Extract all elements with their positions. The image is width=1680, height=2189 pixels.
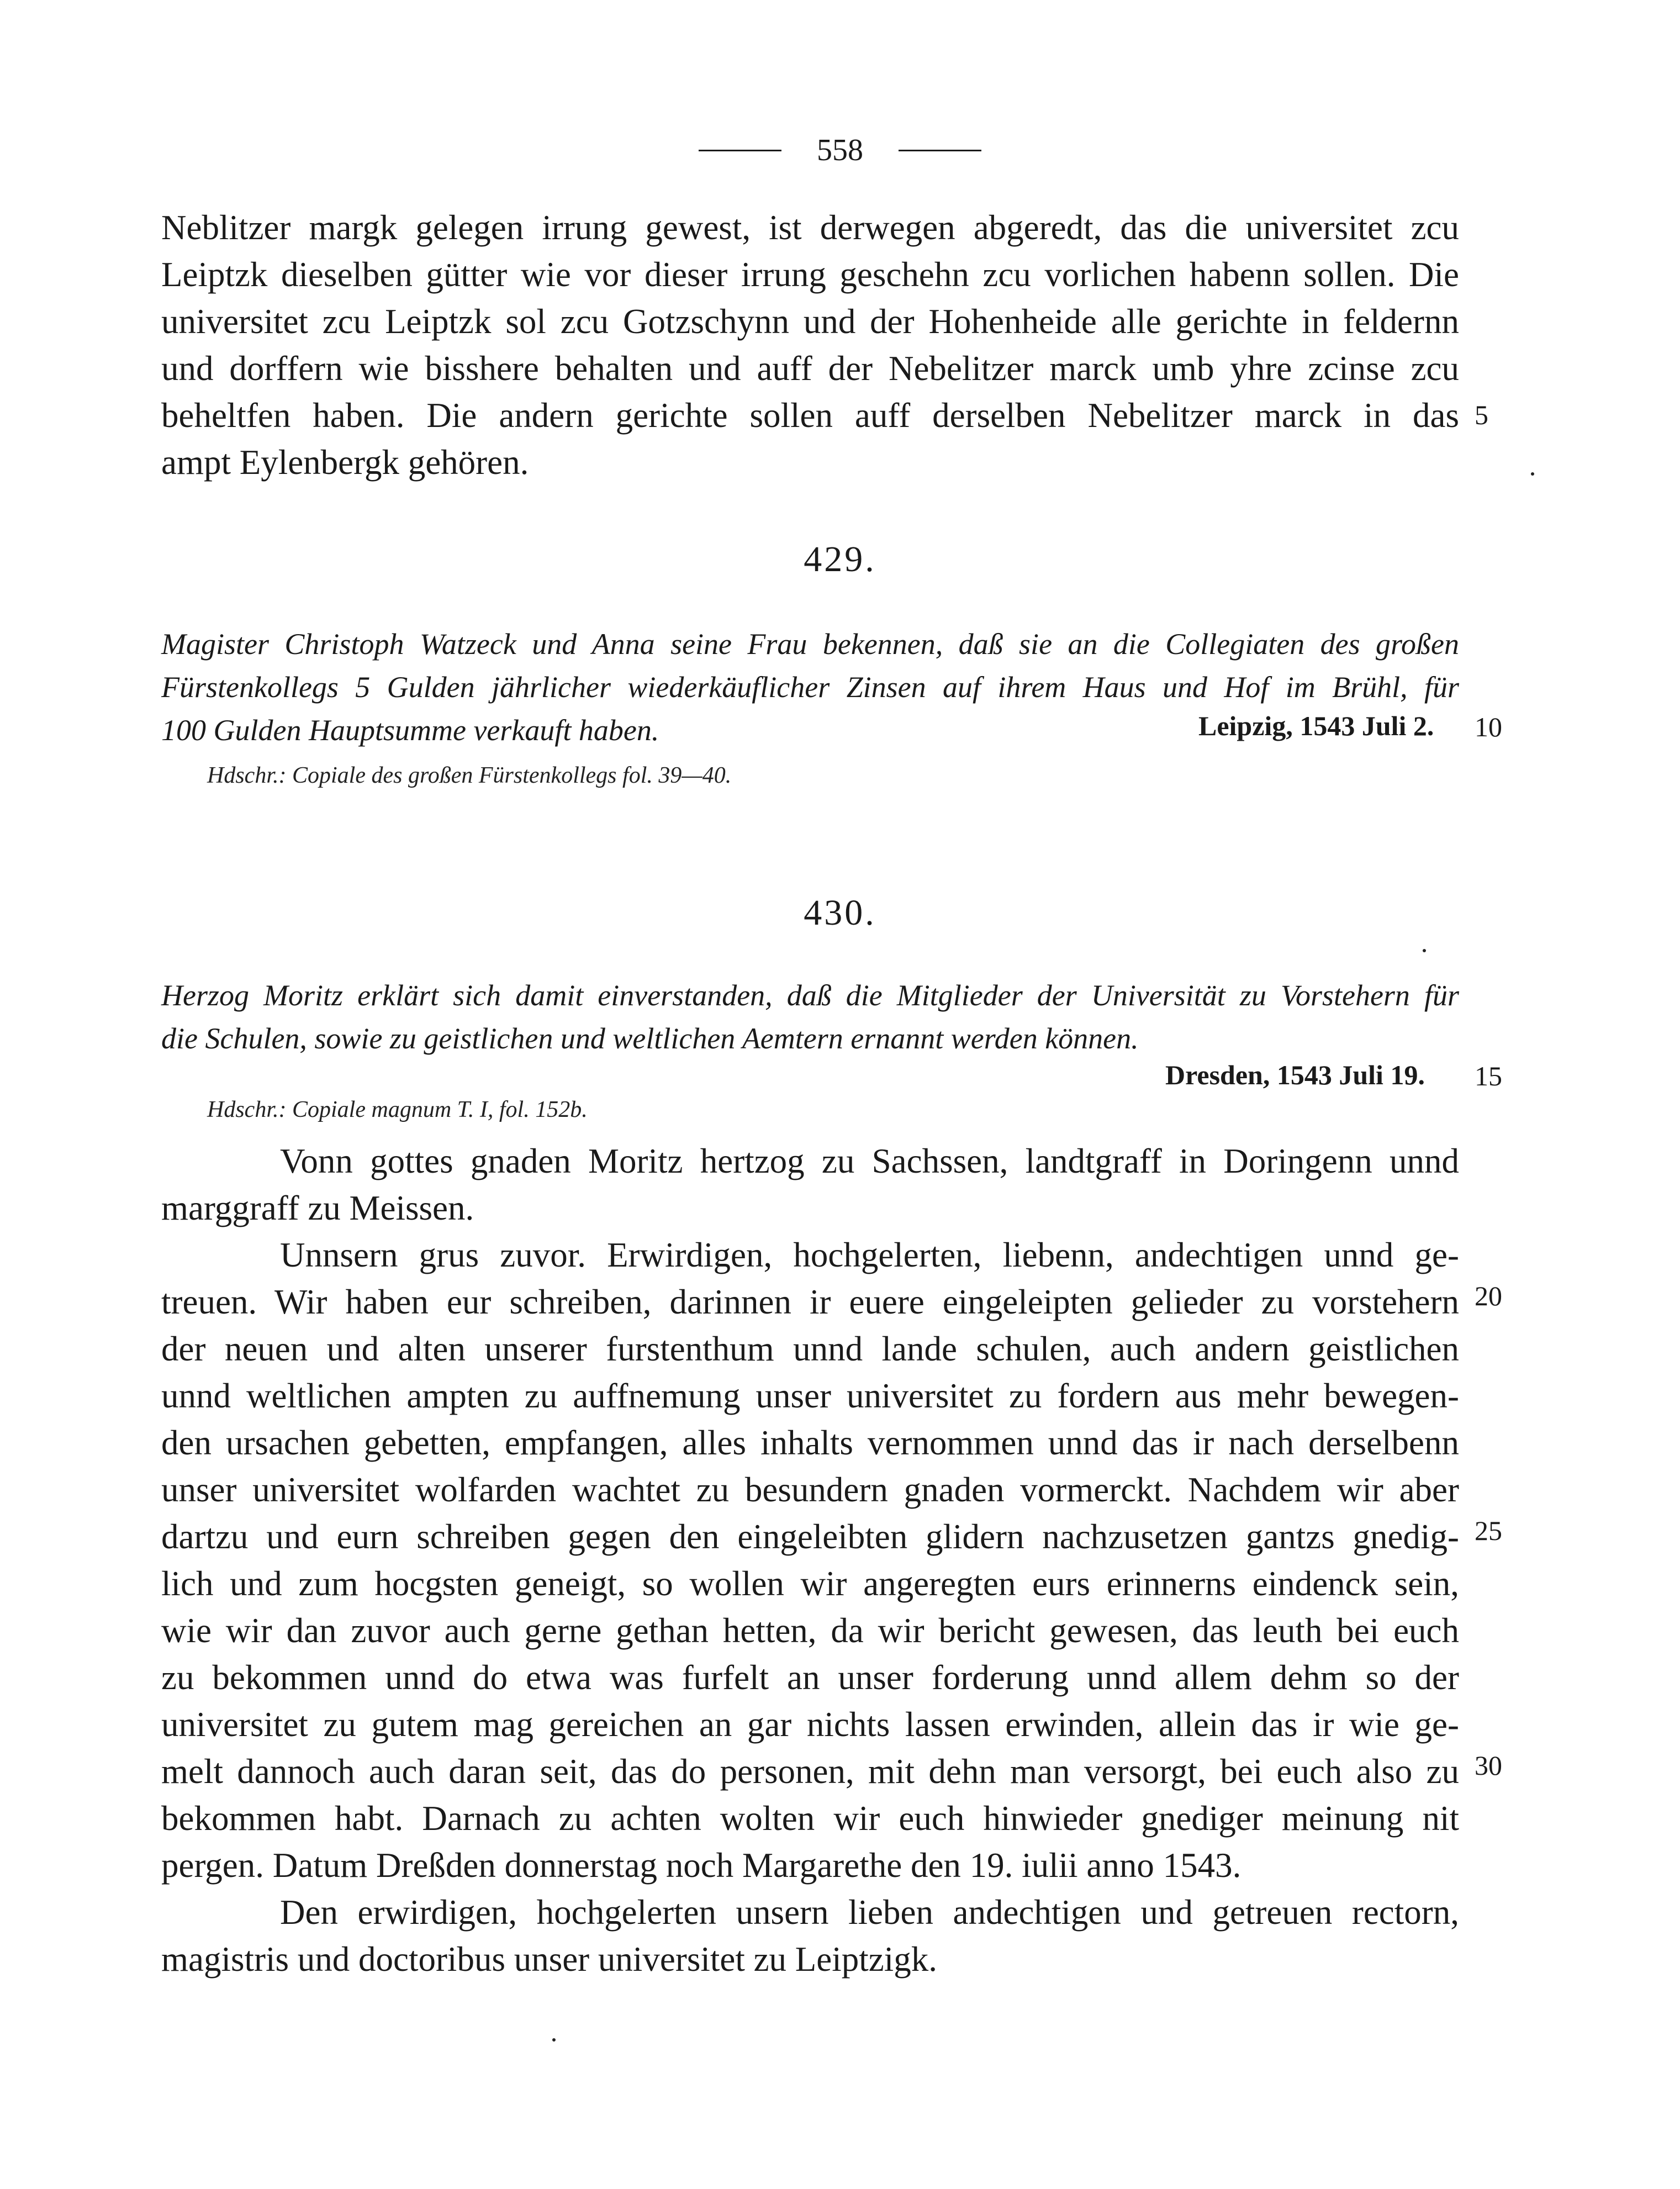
document-number: 429. (804, 539, 876, 579)
text-line: Neblitzer margk gelegen irrung gewest, ist derwegen abgeredt, das die universitet zcu (161, 208, 1459, 247)
date-line: Dresden, 1543 Juli 19. (1165, 1059, 1425, 1090)
text-line: treuen. Wir haben eur schreiben, darinnen ir euere eingeleipten gelieder zu vorstehern (161, 1283, 1459, 1321)
text-line: pergen. Datum Dreßden donnerstag noch Margarethe den 19. iulii anno 1543. (161, 1846, 1241, 1885)
text-line: ampt Eylenbergk gehören. (161, 443, 529, 482)
intro-text (161, 204, 1459, 486)
text-line: dartzu und eurn schreiben gegen den eingeleibten glidern nachzusetzen gantzs gnedig- (161, 1517, 1459, 1556)
line-number: 15 (1475, 1061, 1502, 1091)
text-line: unser universitet wolfarden wachtet zu besundern gnaden vormerckt. Nachdem wir aber (161, 1470, 1459, 1509)
page-header (0, 133, 1680, 168)
scan-speck (1531, 472, 1534, 476)
line-number: 5 (1475, 399, 1488, 430)
document-number: 430. (804, 893, 876, 933)
date-line: Leipzig, 1543 Juli 2. (1198, 710, 1434, 741)
text-line: lich und zum hocgsten geneigt, so wollen wir angeregten eurs erinnerns eindenck sein, (161, 1564, 1459, 1603)
regest-line: Magister Christoph Watzeck und Anna seine Frau bekennen, daß sie an die Collegiaten des großen (161, 627, 1459, 661)
regest-line: Herzog Moritz erklärt sich damit einverstanden, daß die Mitglieder der Universität zu Vorstehern für (161, 979, 1459, 1012)
line-number: 25 (1475, 1515, 1502, 1546)
text-line: Leiptzk dieselben gütter wie vor dieser irrung geschehn zcu vorlichen habenn sollen. Die (161, 255, 1459, 294)
text-line: der neuen und alten unserer furstenthum unnd lande schulen, auch andern geistlichen (161, 1330, 1459, 1368)
header-rule-right (899, 150, 981, 151)
text-line: und dorffern wie bisshere behalten und auff der Nebelitzer marck umb yhre zcinse zcu (161, 349, 1459, 388)
regest-line: die Schulen, sowie zu geistlichen und weltlichen Aemtern ernannt werden können. (161, 1022, 1139, 1055)
text-line: universitet zu gutem mag gereichen an gar nichts lassen erwinden, allein das ir wie ge- (161, 1705, 1459, 1744)
text-line: Vonn gottes gnaden Moritz hertzog zu Sachssen, landtgraff in Doringenn unnd (280, 1142, 1459, 1180)
text-line: Unnsern grus zuvor. Erwirdigen, hochgelerten, liebenn, andechtigen unnd ge- (280, 1236, 1459, 1274)
source-note: Hdschr.: Copiale des großen Fürstenkollegs fol. 39—40. (207, 763, 732, 788)
line-number: 10 (1475, 711, 1502, 742)
header-rule-left (699, 150, 781, 151)
text-line: bekommen habt. Darnach zu achten wolten wir euch hinwieder gnediger meinung nit (161, 1799, 1459, 1838)
line-number: 30 (1475, 1750, 1502, 1781)
text-line: beheltfen haben. Die andern gerichte sollen auff derselben Nebelitzer marck in das (161, 396, 1459, 435)
text-line: zu bekommen unnd do etwa was furfelt an unser forderung unnd allem dehm so der (161, 1658, 1459, 1697)
text-line: melt dannoch auch daran seit, das do personen, mit dehn man versorgt, bei euch also zu (161, 1752, 1459, 1791)
letter-body (161, 1138, 1459, 1983)
regest-430 (161, 974, 1459, 1060)
text-line: den ursachen gebetten, empfangen, alles inhalts vernommen unnd das ir nach derselbenn (161, 1423, 1459, 1462)
scan-speck (552, 2038, 556, 2042)
regest-line: 100 Gulden Hauptsumme verkauft haben. (161, 714, 659, 747)
text-line: universitet zcu Leiptzk sol zcu Gotzschynn und der Hohenheide alle gerichte in feldernn (161, 302, 1459, 341)
scan-speck (1423, 949, 1426, 952)
text-line: Den erwirdigen, hochgelerten unsern lieben andechtigen und getreuen rectorn, (280, 1893, 1459, 1932)
line-number: 20 (1475, 1280, 1502, 1311)
page-number: 558 (817, 133, 863, 167)
text-line: unnd weltlichen ampten zu auffnemung unser universitet zu fordern aus mehr bewegen- (161, 1376, 1459, 1415)
text-line: magistris und doctoribus unser universitet zu Leiptzigk. (161, 1940, 937, 1979)
source-note: Hdschr.: Copiale magnum T. I, fol. 152b. (207, 1097, 588, 1122)
regest-line: Fürstenkollegs 5 Gulden jährlicher wiederkäuflicher Zinsen auf ihrem Haus und Hof im Brühl, für (161, 671, 1459, 704)
text-line: marggraff zu Meissen. (161, 1189, 474, 1227)
text-line: wie wir dan zuvor auch gerne gethan hetten, da wir bericht gewesen, das leuth bei euch (161, 1611, 1459, 1650)
